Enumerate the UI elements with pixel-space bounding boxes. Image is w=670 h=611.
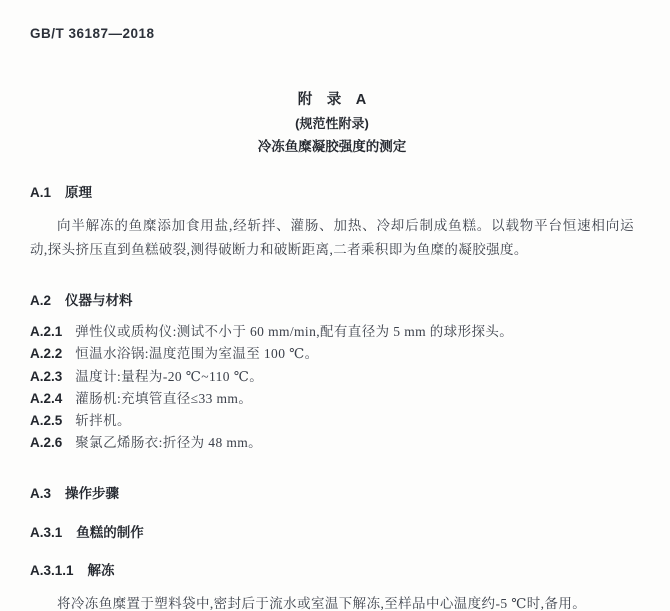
- section-a2-items: [30, 321, 634, 455]
- section-a2-number: A.2: [30, 293, 52, 308]
- item-number: A.2.3: [30, 368, 63, 384]
- section-a3-number: A.3: [30, 485, 52, 501]
- list-item: [30, 410, 634, 432]
- item-number: A.2.2: [30, 346, 63, 362]
- section-a311-paragraph: 将冷冻鱼糜置于塑料袋中,密封后于流水或室温下解冻,至样品中心温度约-5 ℃时,备用。: [57, 595, 587, 611]
- item-text: 温度计:量程为-20 ℃~110 ℃。: [75, 368, 264, 384]
- item-number: A.2.5: [30, 413, 63, 429]
- item-number: A.2.6: [30, 435, 63, 451]
- section-a2-heading: [30, 292, 634, 309]
- item-text: 聚氯乙烯肠衣:折径为 48 mm。: [75, 435, 263, 451]
- appendix-subject: 冷冻鱼糜凝胶强度的测定: [257, 139, 407, 154]
- section-a1-heading: [30, 184, 634, 201]
- section-a31-number: A.3.1: [30, 524, 63, 540]
- section-a3-title: 操作步骤: [65, 485, 120, 501]
- list-item: [30, 321, 634, 343]
- item-text: 斩拌机。: [75, 413, 131, 429]
- section-a1-number: A.1: [30, 185, 52, 200]
- item-number: A.2.1: [30, 324, 63, 339]
- appendix-title: 附 录 A: [297, 92, 367, 108]
- section-a311-heading: [30, 562, 634, 579]
- item-number: A.2.4: [30, 390, 63, 406]
- item-text: 灌肠机:充填管直径≤33 mm。: [75, 390, 253, 406]
- list-item: [30, 432, 634, 454]
- section-a1-paragraph: 向半解冻的鱼糜添加食用盐,经斩拌、灌肠、加热、冷却后制成鱼糕。以载物平台恒速相向运动,探头挤压直到鱼糕破裂,测得破断力和破断距离,二者乘积即为鱼糜的凝胶强度。: [30, 218, 634, 257]
- list-item: [30, 343, 634, 365]
- section-a311-title: 解冻: [87, 562, 115, 578]
- appendix-subtitle: (规范性附录): [295, 116, 369, 131]
- section-a31-heading: [30, 524, 634, 541]
- standard-number: GB/T 36187—2018: [30, 26, 155, 41]
- appendix-title-block: [30, 89, 634, 158]
- section-a311-number: A.3.1.1: [30, 562, 74, 578]
- section-a1-title: 原理: [65, 185, 93, 200]
- item-text: 弹性仪或质构仪:测试不小于 60 mm/min,配有直径为 5 mm 的球形探头。: [75, 324, 514, 339]
- section-a2-title: 仪器与材料: [65, 293, 133, 308]
- section-a31-title: 鱼糕的制作: [76, 524, 144, 540]
- list-item: [30, 366, 634, 388]
- list-item: [30, 388, 634, 410]
- section-a3-heading: [30, 485, 634, 502]
- item-text: 恒温水浴锅:温度范围为室温至 100 ℃。: [75, 346, 319, 362]
